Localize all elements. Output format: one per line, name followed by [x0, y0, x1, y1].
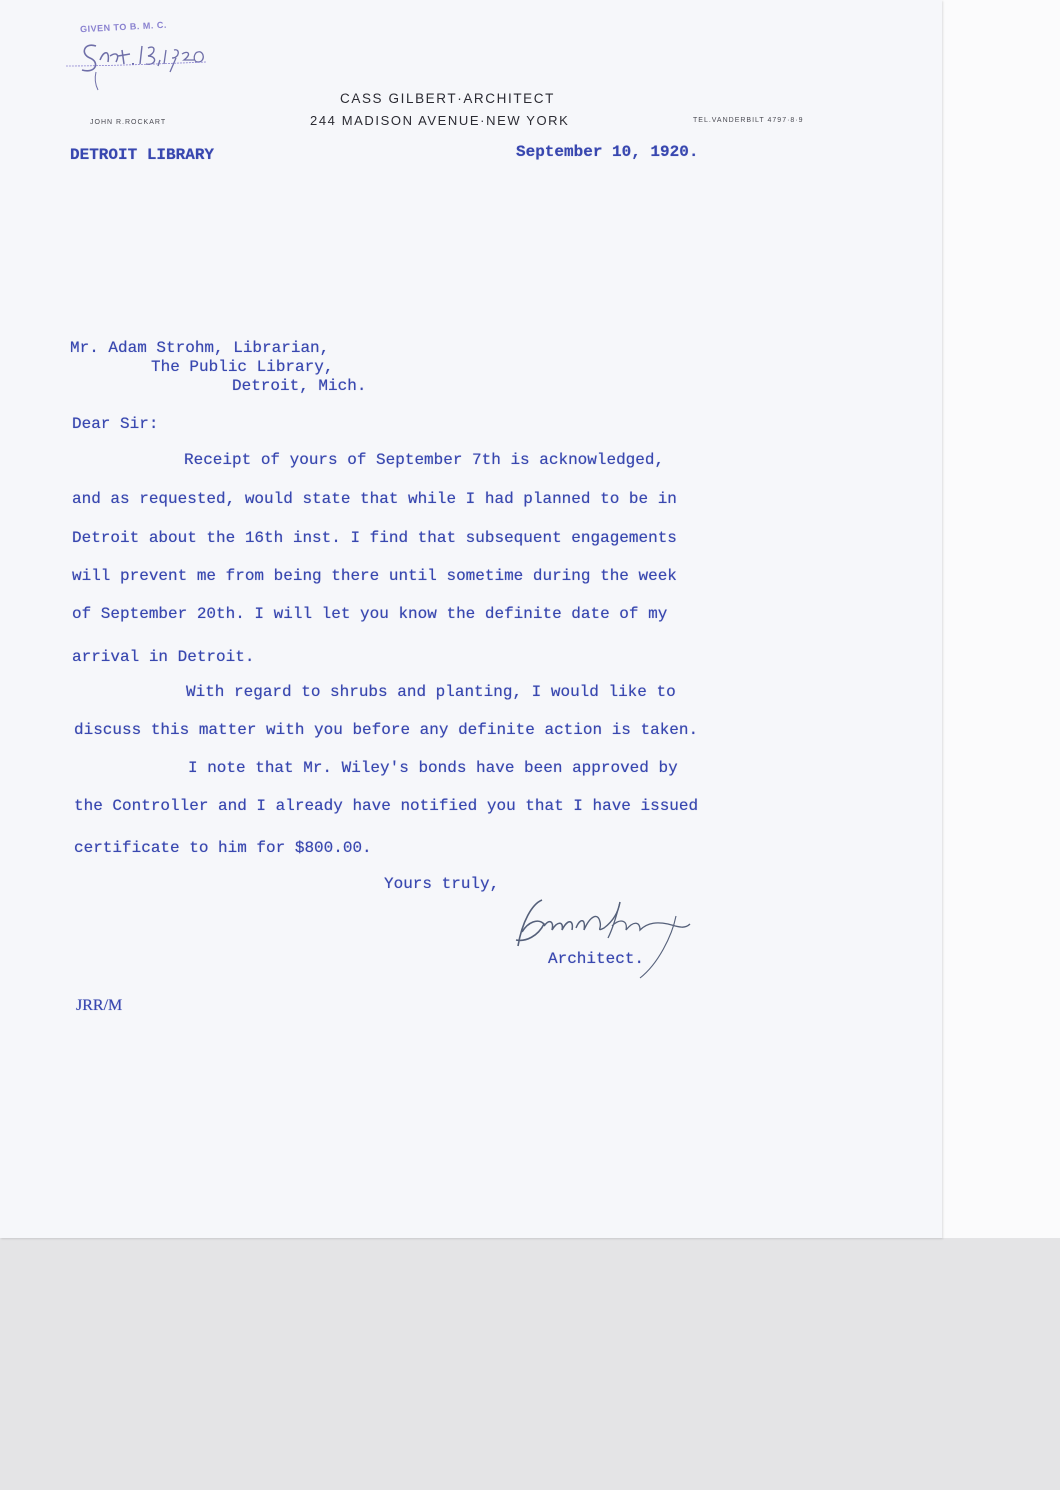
typist-initials: JRR/M	[76, 997, 123, 1014]
body-line: certificate to him for $800.00.	[74, 839, 372, 857]
received-stamp	[66, 20, 216, 92]
stamp-given-to: GIVEN TO B. M. C.	[79, 19, 168, 35]
closing: Yours truly,	[384, 875, 500, 893]
body-line: Receipt of yours of September 7th is acknowledged,	[184, 451, 665, 469]
letterhead-partner: JOHN R.ROCKART	[90, 119, 167, 126]
signer-title: Architect.	[548, 950, 645, 968]
letterhead-telephone: TEL.VANDERBILT 4797·8·9	[693, 117, 804, 124]
body-line: and as requested, would state that while I had planned to be in	[72, 490, 677, 508]
letter-date: September 10, 1920.	[516, 143, 699, 161]
body-line: arrival in Detroit.	[72, 648, 255, 666]
body-line: the Controller and I already have notified you that I have issued	[74, 797, 699, 815]
letterhead-firm: CASS GILBERT·ARCHITECT	[340, 91, 555, 106]
body-line: With regard to shrubs and planting, I would like to	[186, 683, 676, 701]
handwritten-date-stamp	[66, 20, 216, 92]
body-line: Detroit about the 16th inst. I find that subsequent engagements	[72, 529, 677, 547]
salutation: Dear Sir:	[72, 415, 159, 433]
body-line: of September 20th. I will let you know the definite date of my	[72, 605, 668, 623]
recipient-line-1: Mr. Adam Strohm, Librarian,	[70, 339, 330, 357]
backing-strip	[942, 0, 1060, 1238]
body-line: discuss this matter with you before any definite action is taken.	[74, 721, 699, 739]
letterhead-address: 244 MADISON AVENUE·NEW YORK	[310, 113, 570, 128]
body-line: I note that Mr. Wiley's bonds have been approved by	[188, 759, 678, 777]
body-line: will prevent me from being there until sometime during the week	[72, 567, 677, 585]
recipient-line-3: Detroit, Mich.	[232, 377, 367, 395]
recipient-line-2: The Public Library,	[151, 358, 334, 376]
subject-reference: DETROIT LIBRARY	[70, 146, 215, 164]
